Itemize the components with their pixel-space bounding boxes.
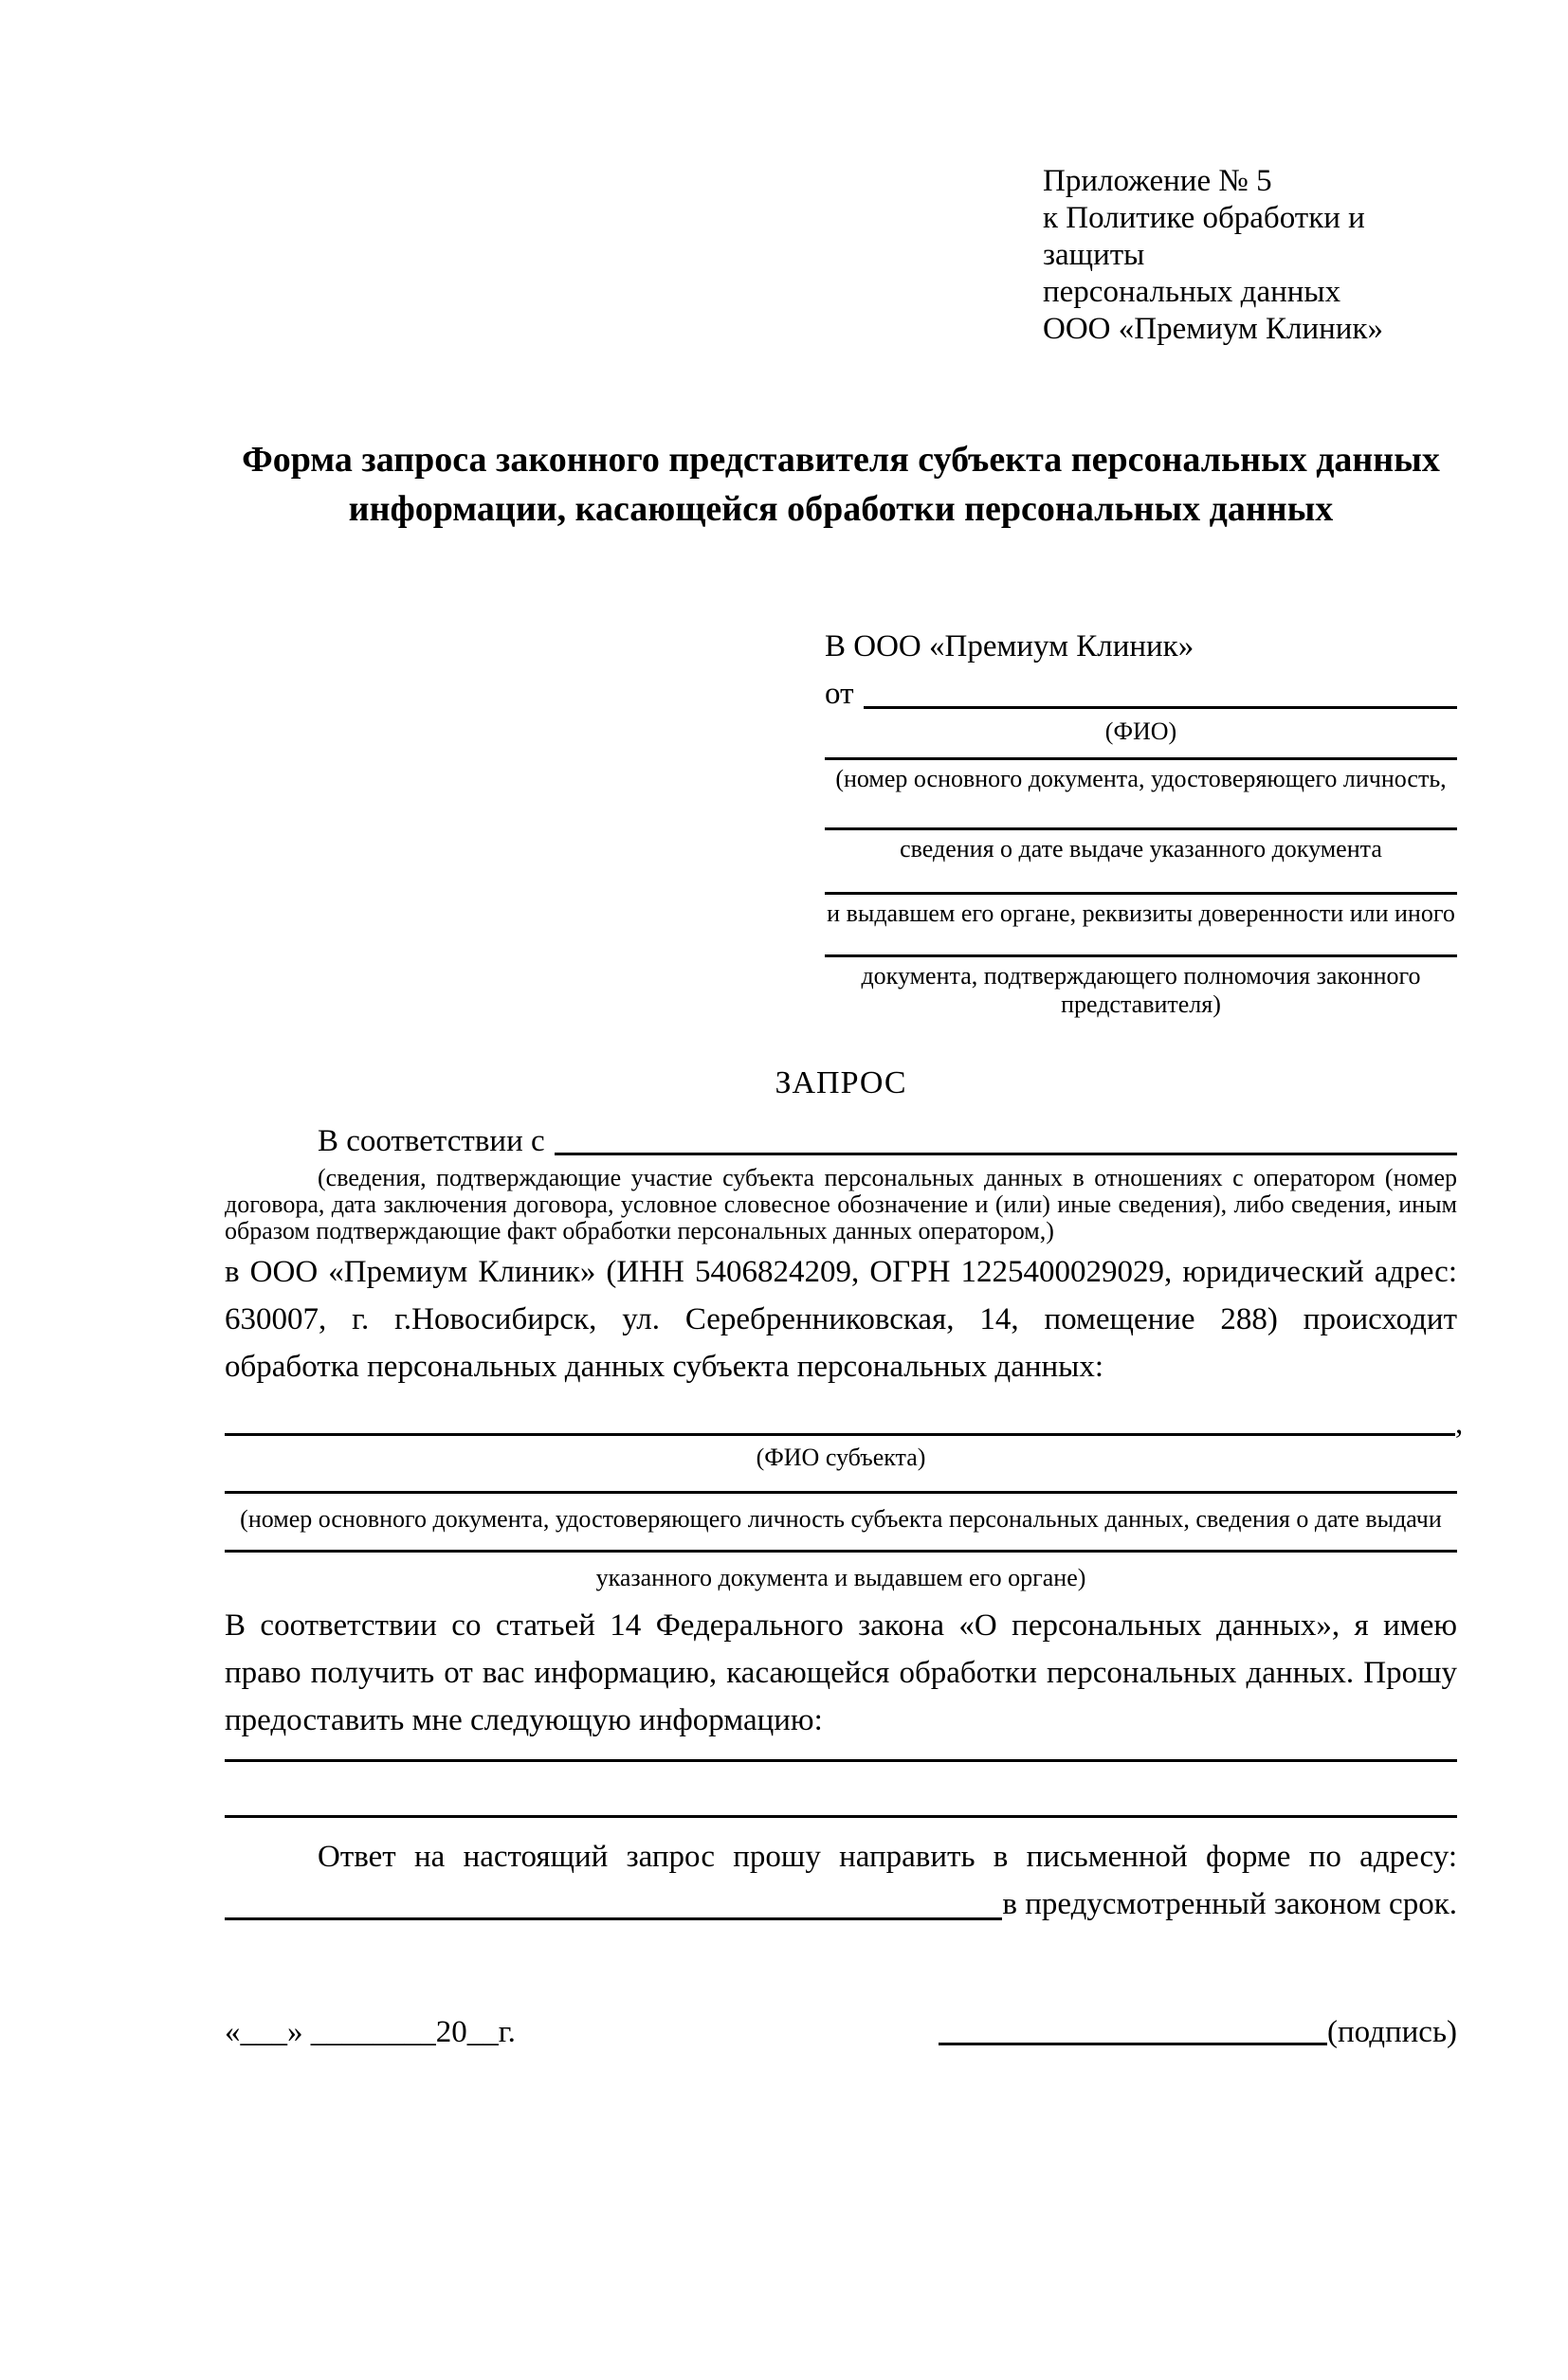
basis-blank-line: [555, 1119, 1457, 1155]
subject-doc-caption-1: (номер основного документа, удостоверяющего личность субъекта персональных данных, сведения о дате выдачи: [240, 1505, 1442, 1533]
field-caption-2: сведения о дате выдаче указанного документа: [900, 835, 1382, 863]
field-caption-1: (номер основного документа, удостоверяющего личность,: [835, 765, 1447, 792]
signature-group: [939, 2011, 1457, 2053]
basis-row: [225, 1119, 1457, 1163]
document-title: [225, 435, 1457, 534]
reply-address-row: [225, 1880, 1457, 1928]
basis-label: В соответствии с: [318, 1124, 545, 1158]
reply-tail: в предусмотренный законом срок.: [1002, 1887, 1457, 1921]
field-caption-3: и выдавшем его органе, реквизиты доверенности или иного: [827, 899, 1455, 927]
subject-fio-row: [225, 1404, 1464, 1444]
title-line-2: информации, касающейся обработки персональных данных: [348, 489, 1334, 529]
representative-doc-field-3: [825, 892, 1457, 928]
date-blank: «___» ________20__г.: [225, 2015, 516, 2049]
addressee-organization: В ООО «Премиум Клиник»: [825, 629, 1194, 663]
basis-caption: (сведения, подтверждающие участие субъекта персональных данных в отношениях с оператором (номер договора, дата заключения договора, условное словесное обозначение и (или) иные сведения), либо сведения, иным образом подтверждающие факт обработки персональных данных оператором,): [225, 1164, 1457, 1245]
subject-fio-caption: (ФИО субъекта): [756, 1444, 926, 1471]
subject-doc-caption-2: указанного документа и выдавшем его органе): [595, 1564, 1086, 1591]
representative-doc-field-4: [825, 954, 1457, 1019]
representative-doc-field-2: [825, 827, 1457, 863]
representative-doc-field-1: [825, 757, 1457, 793]
signature-caption: (подпись): [1327, 2015, 1457, 2049]
representative-fio-blank: [864, 670, 1458, 709]
law-paragraph: В соответствии со статьей 14 Федерального закона «О персональных данных», я имею право получить от вас информацию, касающейся обработки персональных данных. Прошу предоставить мне следующую информацию:: [225, 1608, 1457, 1737]
trailing-comma: ,: [1455, 1407, 1464, 1441]
appendix-line-1: Приложение № 5: [1043, 164, 1272, 198]
from-row: [825, 670, 1457, 718]
appendix-block: [1043, 163, 1457, 348]
from-label: от: [825, 677, 854, 711]
operator-paragraph: в ООО «Премиум Клиник» (ИНН 5406824209, ОГРН 1225400029029, юридический адрес: 630007, г. г.Новосибирск, ул. Серебренниковская, 14, помещение 288) происходит обработка персональных данных субъекта персональных данных:: [225, 1255, 1457, 1384]
footer-row: [225, 2011, 1457, 2053]
addressee-block: [825, 623, 1457, 1019]
request-heading: ЗАПРОС: [775, 1065, 907, 1100]
title-line-1: Форма запроса законного представителя субъекта персональных данных: [242, 440, 1440, 480]
reply-address-blank: [225, 1880, 1002, 1920]
document-page: [0, 163, 1568, 2380]
appendix-line-3: персональных данных: [1043, 275, 1341, 309]
reply-paragraph: Ответ на настоящий запрос прошу направить в письменной форме по адресу:: [318, 1840, 1457, 1874]
appendix-line-2: к Политике обработки и защиты: [1043, 201, 1365, 272]
appendix-line-4: ООО «Премиум Клиник»: [1043, 312, 1383, 346]
info-blank-line-1: [225, 1759, 1457, 1762]
info-blank-line-2: [225, 1815, 1457, 1818]
field-caption-4: документа, подтверждающего полномочия законного представителя): [861, 962, 1421, 1018]
subject-doc-blank-1: [225, 1491, 1457, 1494]
signature-blank-line: [939, 2011, 1327, 2045]
subject-fio-blank: [225, 1404, 1455, 1436]
fio-caption: (ФИО): [1104, 718, 1177, 745]
subject-doc-blank-2: [225, 1550, 1457, 1553]
